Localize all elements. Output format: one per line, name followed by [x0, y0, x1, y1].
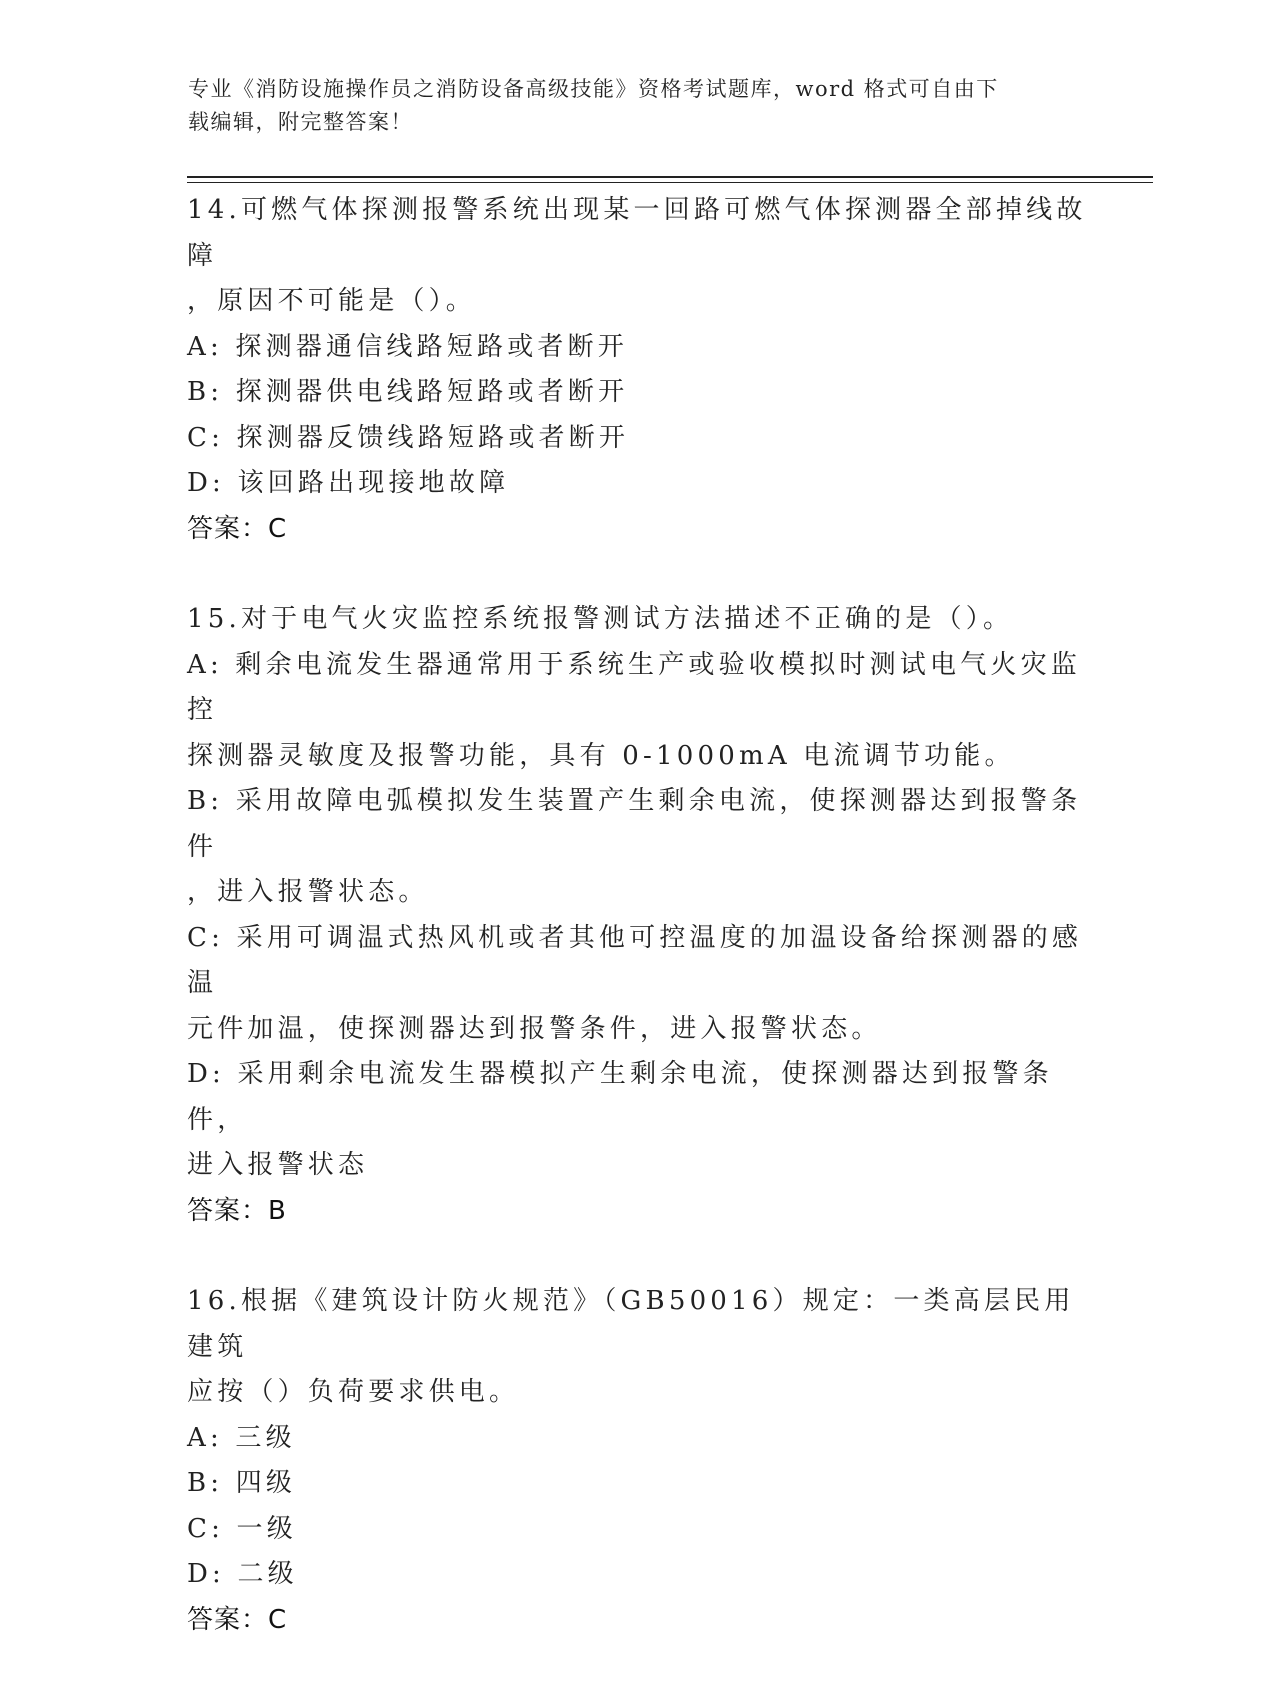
question-stem-line: 应按（）负荷要求供电。: [187, 1377, 520, 1407]
option-c: C: 一级: [187, 1513, 297, 1544]
option-c: C: 探测器反馈线路短路或者断开: [187, 422, 630, 453]
option-d: D: 采用剩余电流发生器模拟产生剩余电流，使探测器达到报警条件，: [187, 1059, 1053, 1135]
header-line-2: 载编辑，附完整答案！: [188, 110, 413, 134]
option-d-continuation: 进入报警状态: [187, 1150, 369, 1180]
option-a-continuation: 探测器灵敏度及报警功能，具有 0-1000mA 电流调节功能。: [187, 740, 1015, 771]
option-b: B: 探测器供电线路短路或者断开: [187, 377, 629, 407]
option-a: A: 剩余电流发生器通常用于系统生产或验收模拟时测试电气火灾监控: [187, 649, 1082, 725]
question-stem-line: 14.可燃气体探测报警系统出现某一回路可燃气体探测器全部掉线故障: [187, 195, 1087, 271]
option-a: A: 探测器通信线路短路或者断开: [187, 331, 629, 362]
option-d: D: 该回路出现接地故障: [187, 468, 510, 498]
option-c: C: 采用可调温式热风机或者其他可控温度的加温设备给探测器的感温: [187, 922, 1083, 998]
header-divider-thick: [187, 176, 1153, 178]
option-a: A: 三级: [187, 1422, 296, 1453]
answer-label: 答案：B: [187, 1195, 287, 1226]
question-stem-line: 15.对于电气火灾监控系统报警测试方法描述不正确的是（）。: [187, 604, 1014, 634]
question-stem-line: 16.根据《建筑设计防火规范》（GB50016）规定：一类高层民用建筑: [187, 1286, 1075, 1362]
question-14: [187, 188, 1087, 552]
question-15: [187, 597, 1087, 1234]
document-header: [188, 73, 1058, 139]
answer-label: 答案：C: [187, 1604, 288, 1635]
option-b: B: 采用故障电弧模拟发生装置产生剩余电流，使探测器达到报警条件: [187, 786, 1082, 862]
question-list: [187, 188, 1087, 1688]
header-line-1: 专业《消防设施操作员之消防设备高级技能》资格考试题库，word 格式可自由下: [188, 77, 999, 101]
question-stem-line: ，原因不可能是（）。: [187, 286, 477, 316]
answer-label: 答案：C: [187, 513, 288, 544]
option-b-continuation: ，进入报警状态。: [187, 877, 429, 907]
option-c-continuation: 元件加温，使探测器达到报警条件，进入报警状态。: [187, 1013, 882, 1044]
option-d: D: 二级: [187, 1559, 298, 1589]
option-b: B: 四级: [187, 1468, 297, 1498]
question-16: [187, 1279, 1087, 1643]
header-divider-thin: [187, 182, 1153, 183]
